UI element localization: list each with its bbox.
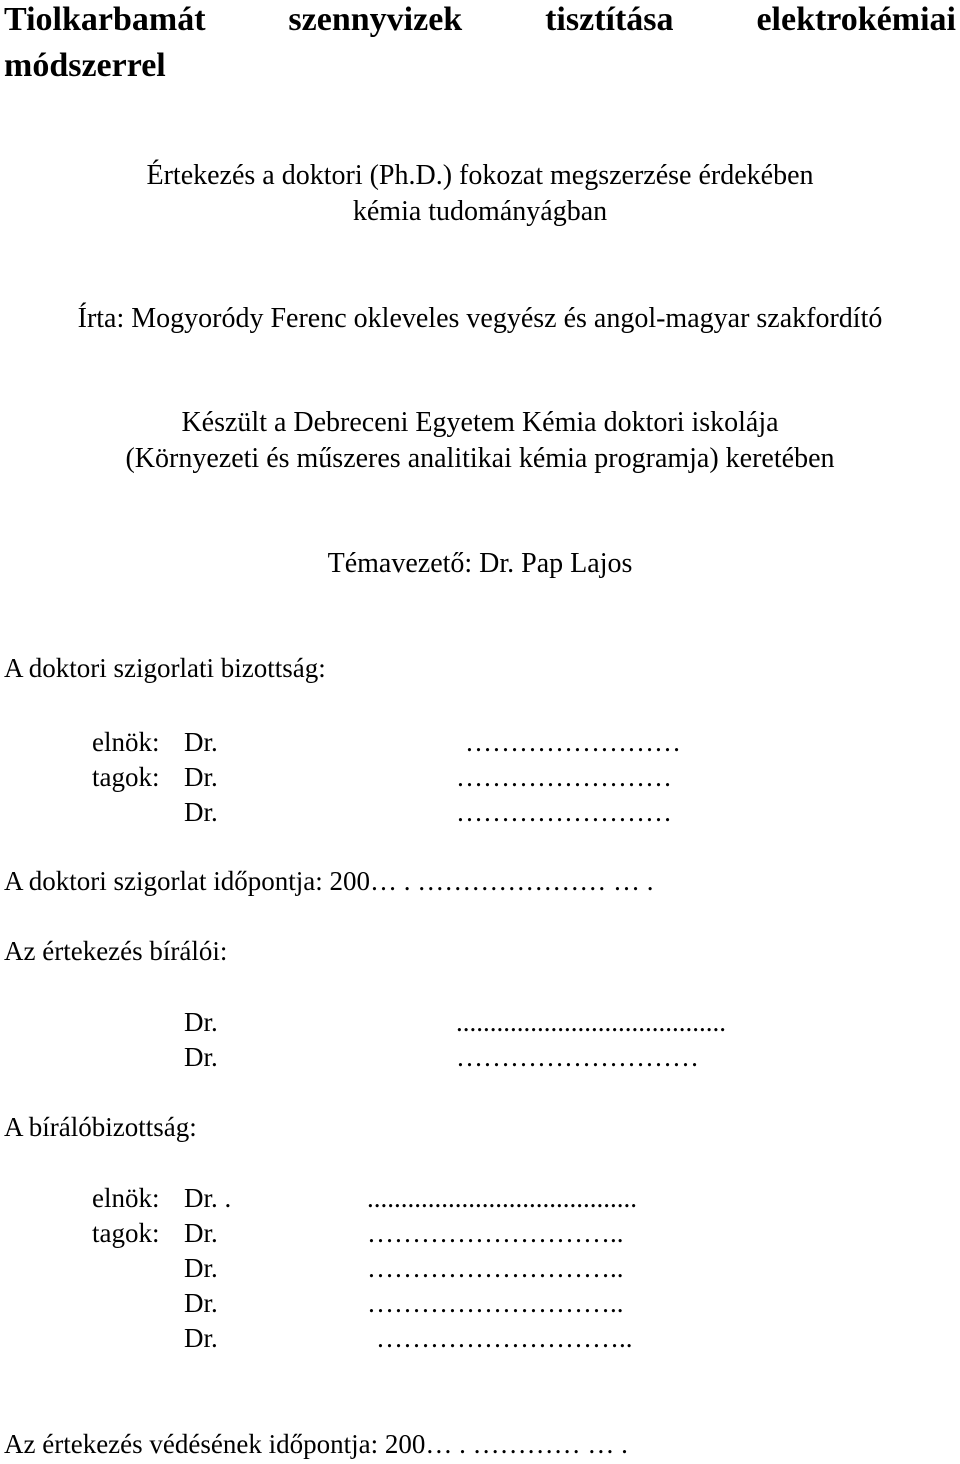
exam-chair-label: elnök: [92,727,160,757]
title-line-1: Tiolkarbamát szennyvizek tisztítása elektrokémiai [4,1,956,38]
prepared-line-2: (Környezeti és műszeres analitikai kémia programja) keretében [125,443,835,474]
reviewer-blank: ……………………… [456,1042,699,1072]
reviewer-name: Dr. [184,1042,218,1072]
review-member-name: Dr. [184,1253,218,1283]
exam-date-line: A doktori szigorlat időpontja: 200… . ………………… … . [4,866,654,896]
review-chair-name: Dr. . [184,1183,232,1213]
review-member-blank: ……………………….. [367,1253,624,1283]
reviewers-heading: Az értekezés bírálói: [4,936,228,966]
supervisor-line: Témavezető: Dr. Pap Lajos [327,548,633,579]
review-member-name: Dr. [184,1288,218,1318]
exam-member-blank: …………………… [456,762,672,792]
review-member-name: Dr. [184,1323,218,1353]
defense-date-line: Az értekezés védésének időpontja: 200… . ………… … . [4,1429,628,1459]
exam-committee-heading: A doktori szigorlati bizottság: [4,653,326,683]
reviewer-blank: ........................................ [456,1007,726,1037]
exam-member-name: Dr. [184,762,218,792]
review-members-label: tagok: [92,1218,160,1248]
review-chair-blank: ........................................ [367,1183,637,1213]
review-member-blank: ……………………….. [367,1218,624,1248]
reviewer-name: Dr. [184,1007,218,1037]
review-member-blank: ……………………….. [367,1288,624,1318]
exam-members-label: tagok: [92,762,160,792]
review-committee-heading: A bírálóbizottság: [4,1112,197,1142]
prepared-line-1: Készült a Debreceni Egyetem Kémia doktori iskolája [181,407,779,438]
review-chair-label: elnök: [92,1183,160,1213]
exam-member-name: Dr. [184,797,218,827]
dissertation-line-1: Értekezés a doktori (Ph.D.) fokozat megszerzése érdekében [146,160,814,191]
title-line-2: módszerrel [4,47,166,84]
review-member-blank: ……………………….. [376,1323,633,1353]
exam-chair-name: Dr. [184,727,218,757]
exam-member-blank: …………………… [456,797,672,827]
exam-chair-blank: …………………… [465,727,681,757]
author-line: Írta: Mogyoródy Ferenc okleveles vegyész és angol-magyar szakfordító [77,303,883,334]
dissertation-line-2: kémia tudományágban [352,196,608,227]
review-member-name: Dr. [184,1218,218,1248]
